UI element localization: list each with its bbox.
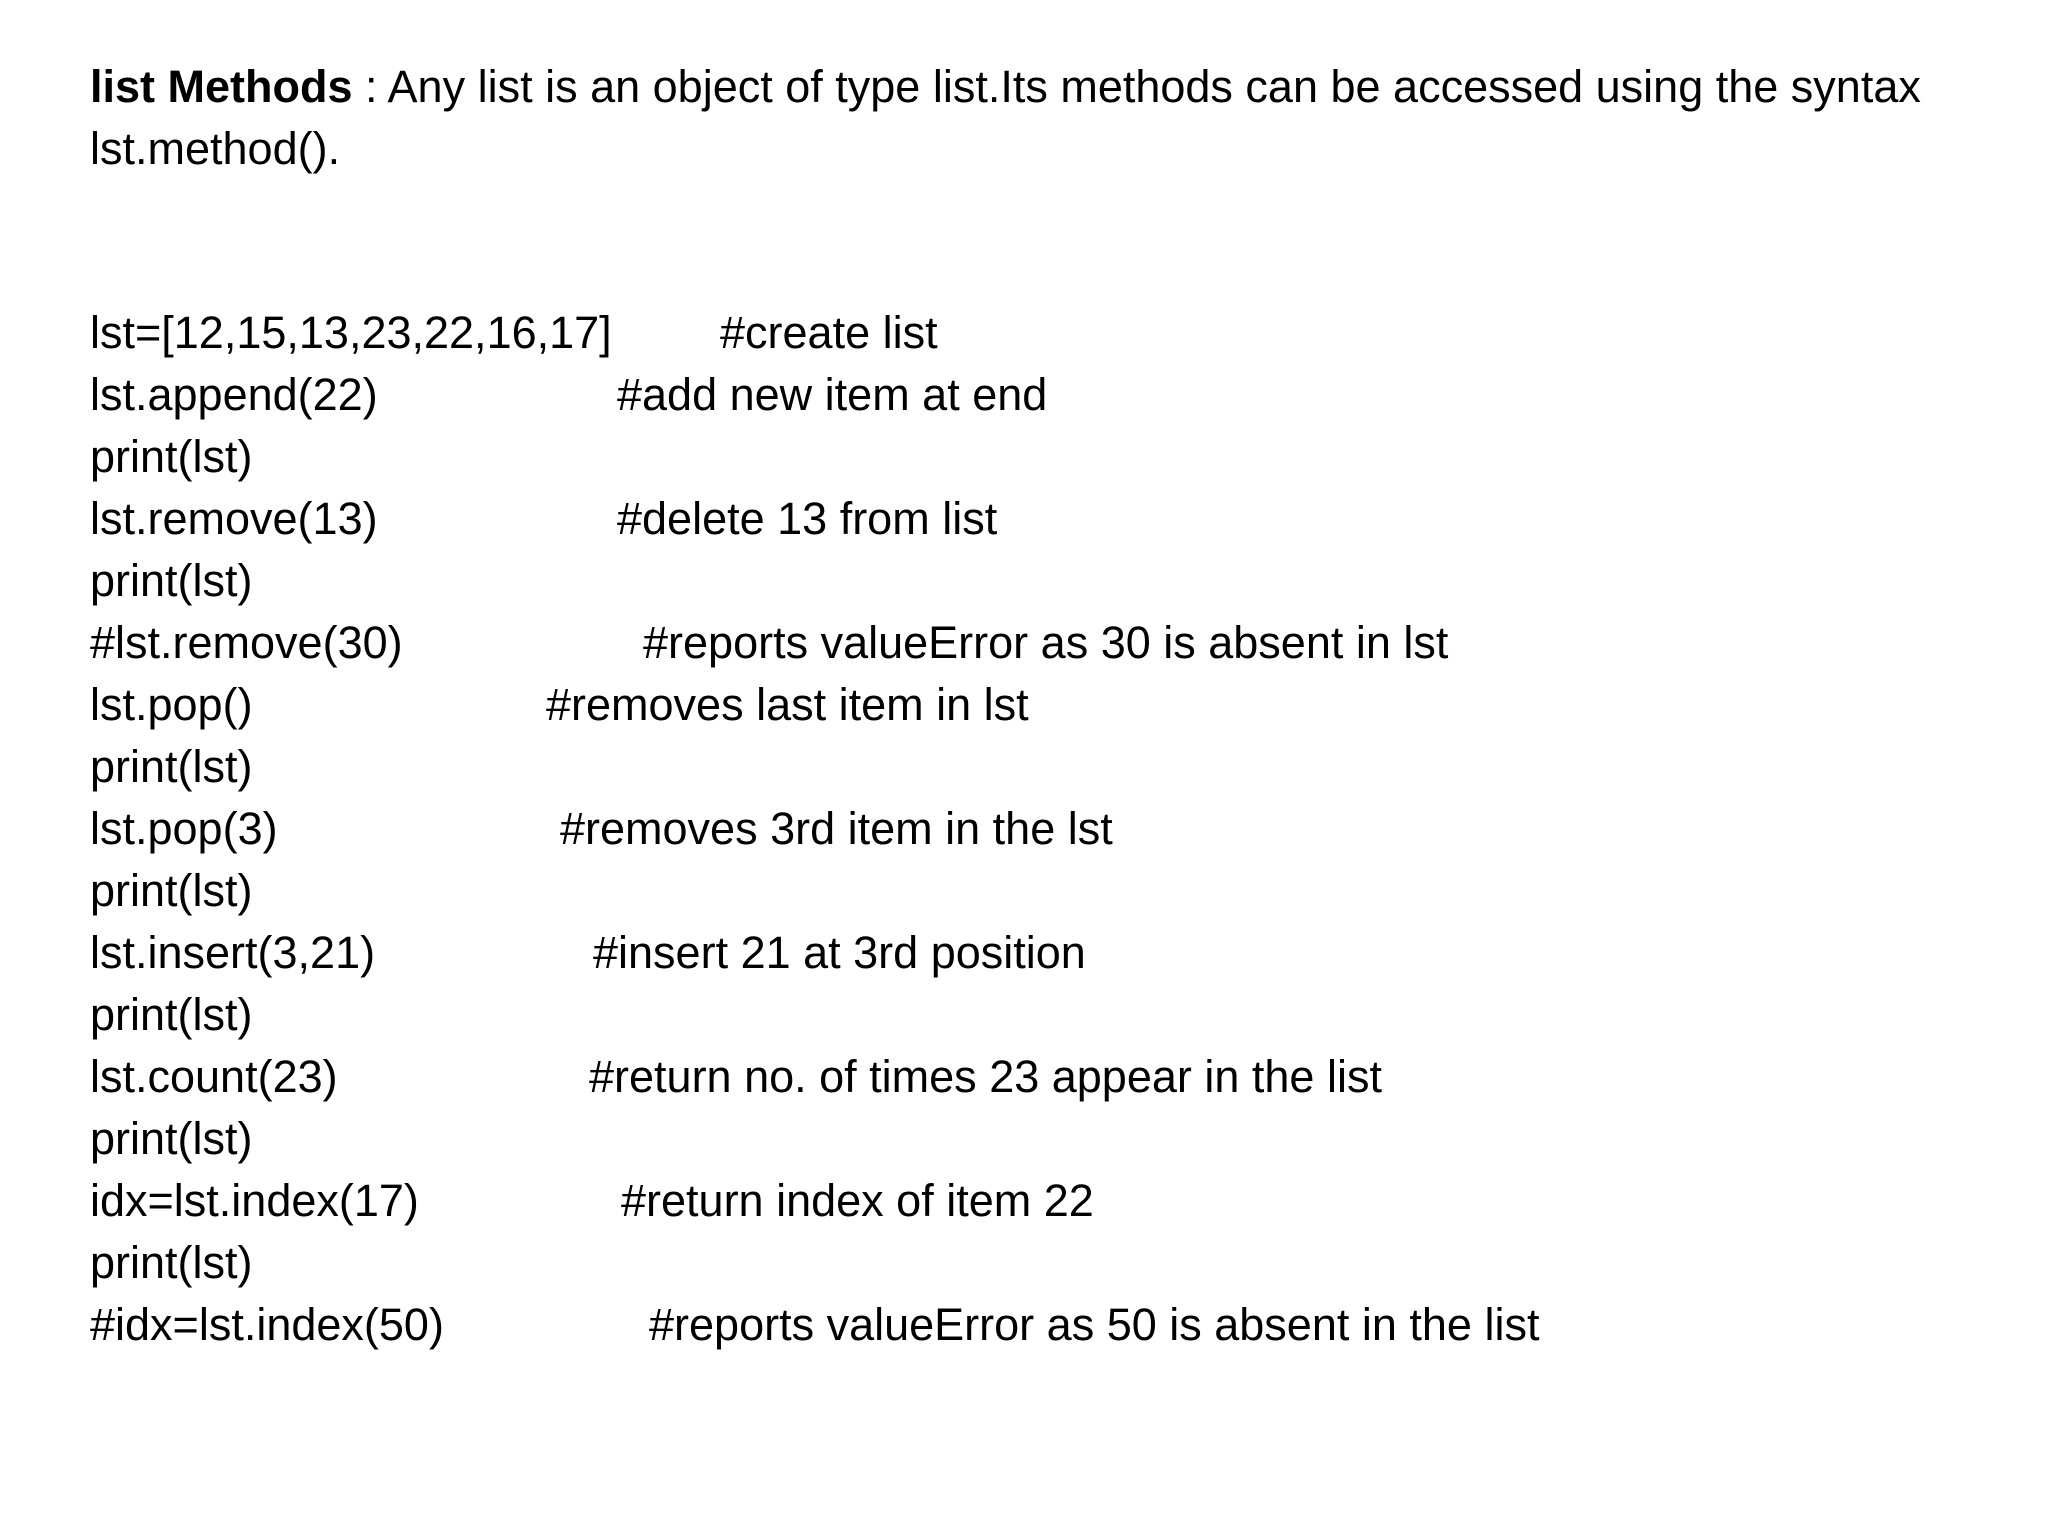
- code-line: [90, 1108, 1990, 1170]
- code-comment: #return index of item 22: [621, 1175, 1094, 1226]
- code-line: [90, 612, 1990, 674]
- code-line: [90, 1294, 1990, 1356]
- intro-separator: :: [352, 61, 388, 112]
- code-statement: #lst.remove(30): [90, 617, 403, 668]
- code-statement: print(lst): [90, 431, 253, 482]
- code-statement: print(lst): [90, 1237, 253, 1288]
- intro-text: Any list is an object of type list.Its methods can be accessed using the syntax lst.method().: [90, 61, 1921, 174]
- code-statement: lst.count(23): [90, 1051, 338, 1102]
- code-comment: #return no. of times 23 appear in the list: [589, 1051, 1382, 1102]
- code-statement: idx=lst.index(17): [90, 1175, 419, 1226]
- code-line: [90, 736, 1990, 798]
- intro-title: list Methods: [90, 61, 353, 112]
- code-statement: lst.remove(13): [90, 493, 378, 544]
- code-line: [90, 364, 1990, 426]
- code-statement: #idx=lst.index(50): [90, 1299, 444, 1350]
- code-line: [90, 984, 1990, 1046]
- code-statement: print(lst): [90, 865, 253, 916]
- code-comment: #insert 21 at 3rd position: [593, 927, 1086, 978]
- code-line: [90, 1232, 1990, 1294]
- code-comment: #reports valueError as 50 is absent in the list: [649, 1299, 1540, 1350]
- code-line: [90, 302, 1990, 364]
- code-comment: #reports valueError as 30 is absent in lst: [643, 617, 1449, 668]
- code-comment: #create list: [720, 307, 938, 358]
- code-comment: #removes 3rd item in the lst: [560, 803, 1113, 854]
- code-comment: #delete 13 from list: [617, 493, 998, 544]
- code-line: [90, 922, 1990, 984]
- code-line: [90, 488, 1990, 550]
- code-block: [90, 302, 1990, 1356]
- code-statement: print(lst): [90, 741, 253, 792]
- code-line: [90, 1046, 1990, 1108]
- code-statement: lst.pop(3): [90, 803, 278, 854]
- code-statement: print(lst): [90, 555, 253, 606]
- code-line: [90, 426, 1990, 488]
- code-statement: lst.pop(): [90, 679, 253, 730]
- code-line: [90, 674, 1990, 736]
- code-statement: lst.insert(3,21): [90, 927, 376, 978]
- code-statement: lst.append(22): [90, 369, 378, 420]
- code-statement: lst=[12,15,13,23,22,16,17]: [90, 307, 612, 358]
- code-statement: print(lst): [90, 989, 253, 1040]
- code-line: [90, 1170, 1990, 1232]
- code-line: [90, 860, 1990, 922]
- code-comment: #add new item at end: [617, 369, 1048, 420]
- code-comment: #removes last item in lst: [546, 679, 1029, 730]
- code-line: [90, 550, 1990, 612]
- intro-paragraph: [90, 56, 2010, 180]
- code-line: [90, 798, 1990, 860]
- code-statement: print(lst): [90, 1113, 253, 1164]
